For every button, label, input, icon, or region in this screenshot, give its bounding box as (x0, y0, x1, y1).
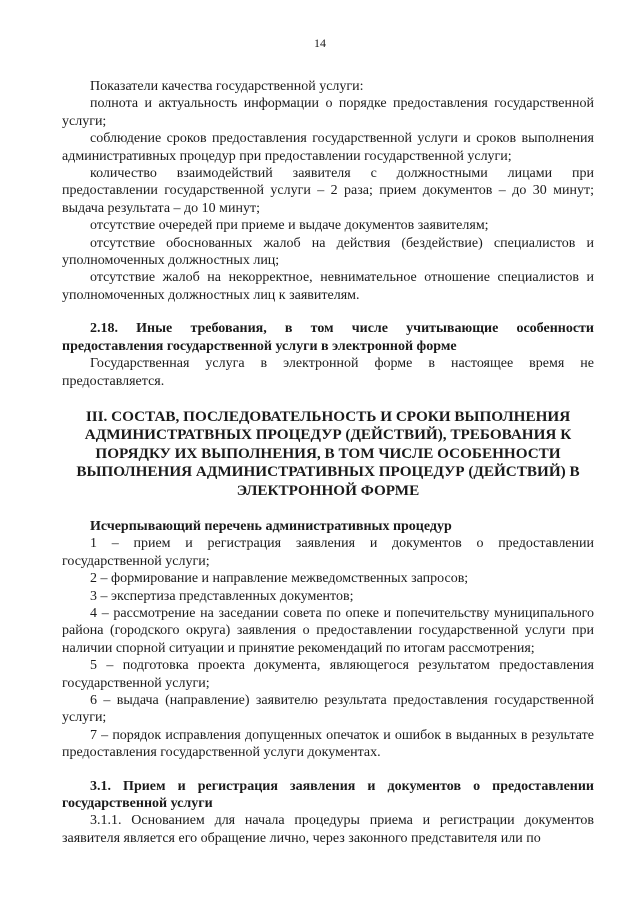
section-3-title (68, 408, 588, 500)
procedure-item: 3 – экспертиза представленных документов; (90, 588, 354, 604)
section-3-1-heading: 3.1. Прием и регистрация заявления и документов о предоставлении государственной услуги (62, 778, 594, 812)
procedure-item: 6 – выдача (направление) заявителю результата предоставления государственной услуги; (62, 693, 594, 726)
procedures-heading: Исчерпывающий перечень административных процедур (90, 518, 452, 534)
procedure-item: 7 – порядок исправления допущенных опечаток и ошибок в выданных в результате предоставления государственной услуги документах. (62, 727, 594, 761)
procedure-item: 4 – рассмотрение на заседании совета по опеке и попечительству муниципального района (городского округа) заявления о предоставлении государственной услуги при наличии спорной ситуации и принятие рекомендаций по итогам рассмотрения; (62, 605, 594, 656)
quality-item: соблюдение сроков предоставления государственной услуги и сроков выполнения административных процедур при предоставлении государственной услуги; (62, 131, 594, 164)
procedure-item: 5 – подготовка проекта документа, являющегося результатом предоставления государственной услуги; (62, 658, 594, 691)
section-3-title-line: III. СОСТАВ, ПОСЛЕДОВАТЕЛЬНОСТЬ И СРОКИ ВЫПОЛНЕНИЯ (85, 407, 571, 425)
page-number: 14 (314, 36, 326, 50)
section-3-title-line: ЭЛЕКТРОННОЙ ФОРМЕ (236, 481, 420, 499)
quality-item: отсутствие обоснованных жалоб на действия (бездействие) специалистов и уполномоченных должностных лиц; (62, 235, 594, 269)
section-3-title-line: ВЫПОЛНЕНИЯ АДМИНИСТРАТИВНЫХ ПРОЦЕДУР (ДЕЙСТВИЙ) В (76, 463, 580, 481)
quality-item: полнота и актуальность информации о порядке предоставления государственной услуги; (62, 96, 594, 129)
section-2-18-heading: 2.18. Иные требования, в том числе учитывающие особенности предоставления государственной услуги в электронной форме (62, 321, 594, 354)
section-3-title-line: АДМИНИСТРАТВНЫХ ПРОЦЕДУР (ДЕЙСТВИЙ), ТРЕБОВАНИЯ К (84, 426, 572, 444)
section-3-1-text: 3.1.1. Основанием для начала процедуры приема и регистрации документов заявителя является его обращение лично, через законного представителя или по (62, 813, 594, 846)
page-content (62, 78, 594, 847)
section-3-title-line: ПОРЯДКУ ИХ ВЫПОЛНЕНИЯ, В ТОМ ЧИСЛЕ ОСОБЕННОСТИ (95, 444, 561, 462)
quality-item: отсутствие очередей при приеме и выдаче документов заявителям; (90, 218, 489, 234)
quality-item: отсутствие жалоб на некорректное, невнимательное отношение специалистов и уполномоченных должностных лиц к заявителям. (62, 270, 594, 303)
procedure-item: 2 – формирование и направление межведомственных запросов; (90, 571, 469, 587)
quality-heading: Показатели качества государственной услуги: (90, 79, 364, 94)
quality-item: количество взаимодействий заявителя с должностными лицами при предоставлении государственной услуги – 2 раза; прием документов – до 30 минут; выдача результата – до 10 минут; (62, 166, 594, 216)
procedure-item: 1 – прием и регистрация заявления и документов о предоставлении государственной услуги; (62, 536, 594, 569)
section-2-18-text: Государственная услуга в электронной форме в настоящее время не предоставляется. (62, 356, 594, 389)
